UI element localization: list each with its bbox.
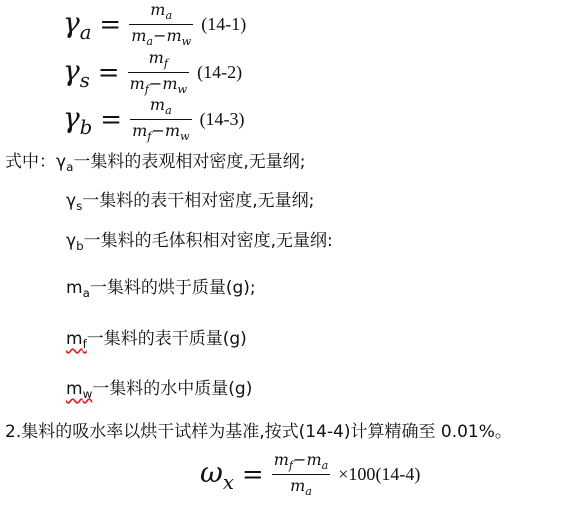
denominator-14-2: $m_f-m_w$ <box>129 74 188 97</box>
definition-m-f <box>66 331 247 351</box>
equation-number-14-2: (14-2) <box>197 62 243 83</box>
fraction-bar <box>272 474 331 475</box>
definition-text: 一集料的表干质量(g) <box>86 329 247 349</box>
numerator-14-2: $m_f$ <box>148 48 168 70</box>
definition-text: 一集料的毛体积相对密度,无量纲: <box>83 231 333 251</box>
denominator-14-3: $m_f-m_w$ <box>132 121 190 144</box>
equation-number-14-3: (14-3) <box>199 109 245 130</box>
fraction-14-3 <box>130 97 191 142</box>
definition-text: 一集料的表观相对密度,无量纲; <box>73 152 306 172</box>
equals-sign: = <box>100 104 123 135</box>
equation-14-4 <box>200 452 420 497</box>
fraction-14-1 <box>129 2 193 47</box>
definition-gamma-a <box>5 154 306 174</box>
equation-14-3 <box>63 97 245 142</box>
equation-number-14-1: (14-1) <box>201 14 247 35</box>
definition-gamma-s <box>66 193 314 213</box>
symbol-m-a: $m_a$ <box>66 278 90 301</box>
symbol-m-w: $m_w$ <box>66 379 93 402</box>
equals-sign: = <box>97 57 120 88</box>
definitions-prefix: 式中： <box>5 152 56 172</box>
fraction-bar <box>128 72 189 73</box>
fraction-14-4 <box>272 452 331 497</box>
definition-gamma-b <box>66 233 333 253</box>
lhs-gamma-a: $\gamma_a$ <box>63 5 92 44</box>
symbol-gamma-a: $\gamma_a$ <box>56 152 74 175</box>
definition-m-a <box>66 280 256 300</box>
definition-text: 一集料的水中质量(g) <box>92 379 253 399</box>
definition-text: 一集料的烘于质量(g); <box>89 278 256 298</box>
symbol-m-f: $m_f$ <box>66 329 87 352</box>
denominator-14-1: $m_a-m_w$ <box>131 26 192 49</box>
denominator-14-4: $m_a$ <box>290 476 312 499</box>
symbol-gamma-s: $\gamma_s$ <box>66 191 83 214</box>
fraction-14-2 <box>128 50 189 95</box>
numerator-14-1: $m_a$ <box>150 0 173 22</box>
lhs-omega-x: $\omega_x$ <box>200 455 234 494</box>
lhs-gamma-b: $\gamma_b$ <box>63 100 93 139</box>
multiplier-and-number: ×100(14-4) <box>338 464 421 485</box>
equals-sign: = <box>241 459 264 490</box>
equation-14-1 <box>63 2 246 47</box>
lhs-gamma-s: $\gamma_s$ <box>63 53 90 92</box>
fraction-bar <box>130 119 191 120</box>
definition-m-w <box>66 381 252 401</box>
equation-14-2 <box>63 50 242 95</box>
paragraph-absorption: 2.集料的吸水率以烘干试样为基准,按式(14-4)计算精确至 0.01%。 <box>5 422 512 442</box>
symbol-gamma-b: $\gamma_b$ <box>66 231 84 254</box>
equals-sign: = <box>99 9 122 40</box>
numerator-14-4: $m_f-m_a$ <box>273 450 329 472</box>
numerator-14-3: $m_a$ <box>149 95 172 117</box>
definition-text: 一集料的表干相对密度,无量纲; <box>82 191 315 211</box>
fraction-bar <box>129 24 193 25</box>
